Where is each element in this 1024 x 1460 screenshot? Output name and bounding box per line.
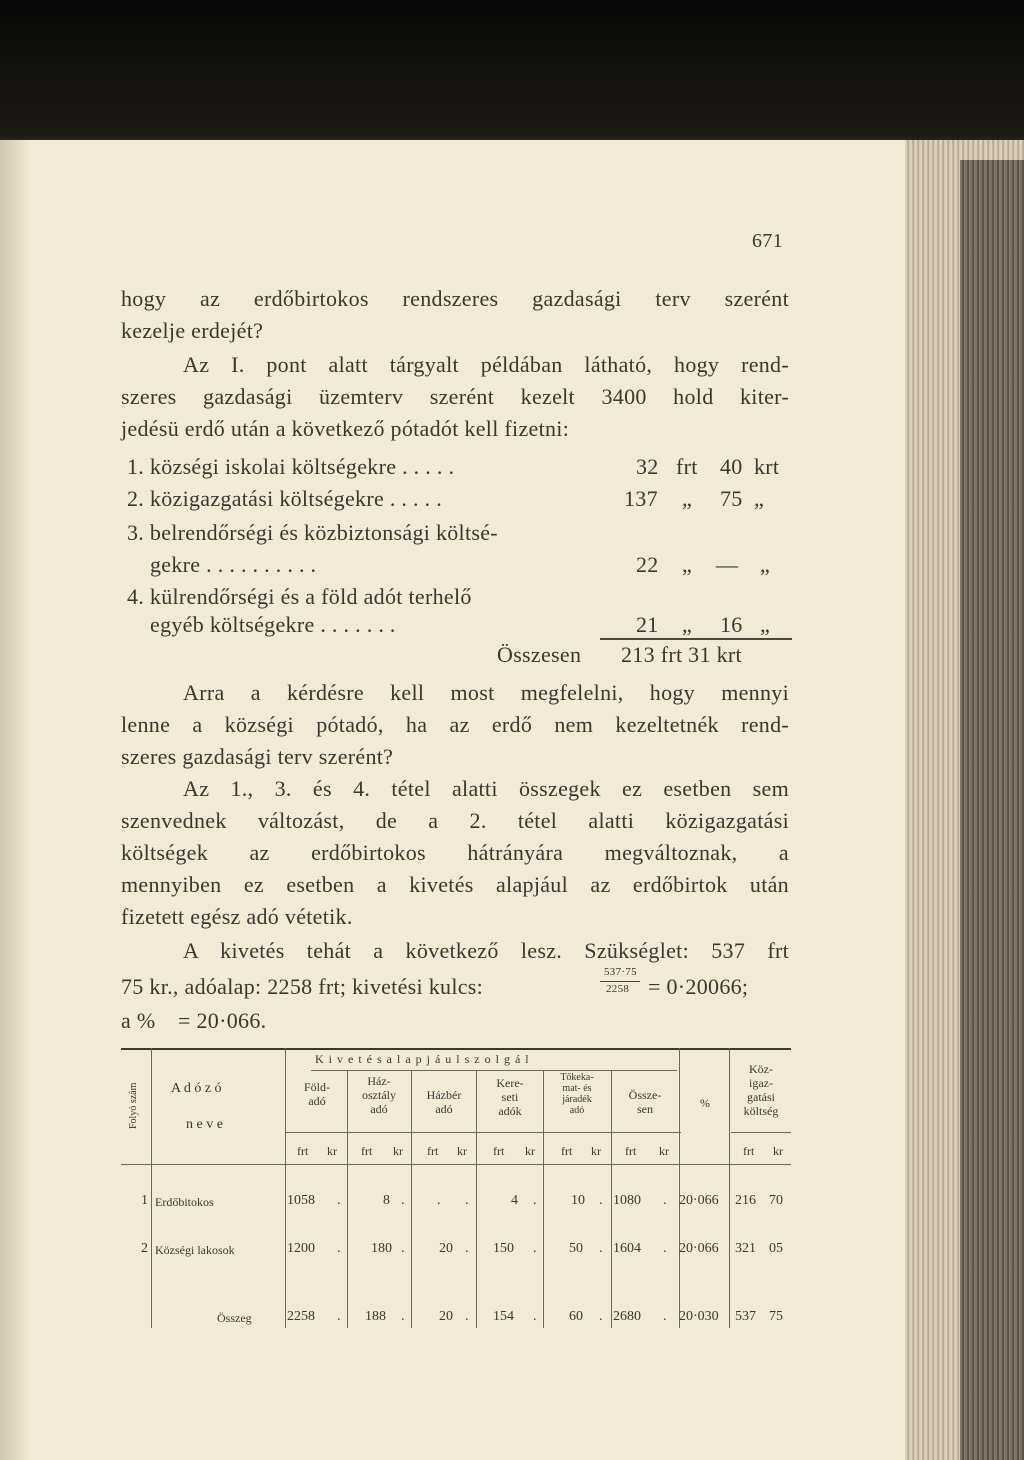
cell: . [533,1193,537,1208]
text-line: szenvednek változást, de a 2. tétel alatti közigazgatási [121,808,789,833]
sum-cell: 2680 [613,1309,641,1324]
fraction-bar [600,981,640,982]
col-line [411,1070,412,1328]
cell: . [401,1193,405,1208]
row-number: 1 [141,1193,148,1208]
header-percent: % [700,1096,710,1110]
item-frt: 21 [636,612,659,637]
sum-cell: 60 [569,1309,583,1324]
col-line [729,1048,730,1328]
unit-kr: kr [525,1144,535,1158]
cell: . [337,1193,341,1208]
header-osszesen: Össze- sen [628,1088,662,1116]
cell: 70 [769,1193,783,1208]
cell: 50 [569,1241,583,1256]
sum-cell: . [401,1309,405,1324]
cell-percent: 20·066 [679,1241,719,1256]
sum-rule [600,638,792,640]
cell: 1604 [613,1241,641,1256]
text-line: A kivetés tehát a következő lesz. Szükséglet: 537 frt [183,938,789,963]
total-label: Összesen [497,642,582,667]
header-foldado: Föld- adó [303,1080,330,1108]
sum-label: Összeg [217,1311,252,1325]
sum-percent: 20·030 [679,1309,719,1324]
header-kereseti: Kere- seti adók [496,1076,524,1118]
item-unit: „ [760,552,771,577]
cell: . [401,1241,405,1256]
cell: 20 [439,1241,453,1256]
sum-cell: 154 [493,1309,514,1324]
header-neve: n e v e [186,1117,223,1132]
text-line: jedésü erdő után a következő pótadót kell fizetni: [121,416,570,441]
row-name: Községi lakosok [155,1243,235,1257]
sum-cell: 20 [439,1309,453,1324]
sum-cell: 537 [735,1309,756,1324]
item-frt: 137 [624,486,658,511]
item-kr: — [716,552,739,577]
text-line: mennyiben ez esetben a kivetés alapjául az erdőbirtok után [121,872,789,897]
unit-row-rule [285,1132,681,1133]
cell: 4 [511,1193,518,1208]
cell: . [465,1193,469,1208]
unit-kr: kr [591,1144,601,1158]
cell: . [465,1241,469,1256]
col-line [679,1048,680,1328]
text-line: 75 kr., adóalap: 2258 frt; kivetési kulcs: [121,974,484,999]
unit-frt: frt [361,1144,373,1158]
cell: 150 [493,1241,514,1256]
cell: . [663,1193,667,1208]
item-label: egyéb költségekre . . . . . . . [150,612,396,637]
col-line [611,1070,612,1328]
text-line: szeres gazdasági terv szerént? [121,744,394,769]
item-label: 2. közigazgatási költségekre . . . . . [127,486,443,511]
group-header-rule [311,1070,677,1071]
item-unit: „ [682,486,693,511]
book-cover-edge [960,160,1024,1460]
unit-kr: kr [393,1144,403,1158]
unit-frt: frt [743,1144,755,1158]
item-label: 1. községi iskolai költségekre . . . . . [127,454,455,479]
cell: . [337,1241,341,1256]
sum-cell: . [533,1309,537,1324]
text-line: költségek az erdőbirtokos hátrányára megváltoznak, a [121,840,789,865]
header-folyo-szam: Folyó szám [128,1082,139,1130]
text-line: kezelje erdejét? [121,318,264,343]
item-unit: „ [682,612,693,637]
unit-kr: kr [773,1144,783,1158]
header-hazosztaly: Ház- osztály adó [362,1074,396,1116]
cell: . [599,1193,603,1208]
sum-cell: . [337,1309,341,1324]
text-line: szeres gazdasági üzemterv szerént kezelt 3400 hold kiter- [121,384,789,409]
cell: . [663,1241,667,1256]
text-line: a % [121,1008,156,1033]
text-line: = 0·20066; [648,974,749,999]
item-unit: „ [760,612,771,637]
text-line: hogy az erdőbirtokos rendszeres gazdasági terv szerént [121,286,789,311]
unit-kr: kr [327,1144,337,1158]
item-label: 4. külrendőrségi és a föld adót terhelő [127,584,472,609]
fraction-denominator: 2258 [606,983,630,995]
item-label: gekre . . . . . . . . . . [150,552,317,577]
sum-cell: . [599,1309,603,1324]
sum-cell: 75 [769,1309,783,1324]
cell: 05 [769,1241,783,1256]
cell: 10 [571,1193,585,1208]
cell: . [599,1241,603,1256]
item-kr: 40 [720,454,743,479]
cell: 1058 [287,1193,315,1208]
cell-percent: 20·066 [679,1193,719,1208]
cell: 1080 [613,1193,641,1208]
sum-cell: . [663,1309,667,1324]
col-line [476,1070,477,1328]
unit-row-rule [731,1132,791,1133]
unit-kr: kr [659,1144,669,1158]
unit-frt: frt [297,1144,309,1158]
item-label: 3. belrendőrségi és közbiztonsági költsé- [127,520,498,545]
cell: 321 [735,1241,756,1256]
book-shadow [0,0,1024,150]
sum-cell: . [465,1309,469,1324]
unit-frt: frt [561,1144,573,1158]
text-line: fizetett egész adó vétetik. [121,904,353,929]
header-kozigazgatasi: Köz- igaz- gatási költség [743,1062,779,1118]
item-unit: „ [682,552,693,577]
text-line: lenne a községi pótadó, ha az erdő nem kezeltetnék rend- [121,712,789,737]
text-line: = 20·066. [178,1008,267,1033]
unit-frt: frt [427,1144,439,1158]
item-unit: frt [676,454,698,479]
col-line [285,1048,286,1328]
header-adozo: A d ó z ó [171,1081,222,1096]
row-number: 2 [141,1241,148,1256]
cell: 180 [371,1241,392,1256]
text-line: Az 1., 3. és 4. tétel alatti összegek ez esetben sem [183,776,789,801]
item-unit: krt [754,454,780,479]
unit-frt: frt [625,1144,637,1158]
group-header: K i v e t é s a l a p j á u l s z o l g á l [315,1052,530,1066]
text-line: Arra a kérdésre kell most megfelelni, hogy mennyi [183,680,789,705]
table-top-rule [121,1048,791,1050]
item-unit: „ [754,486,765,511]
col-line [543,1070,544,1328]
item-kr: 75 [720,486,743,511]
sum-cell: 188 [365,1309,386,1324]
page-gutter [0,140,30,1460]
cell: 216 [735,1193,756,1208]
text-line: Az I. pont alatt tárgyalt példában látható, hogy rend- [183,352,789,377]
header-tokekamat: Tőkeka- mat- és járadék adó [560,1072,594,1116]
page-number: 671 [752,230,783,252]
unit-frt: frt [493,1144,505,1158]
header-hazber: Házbér adó [426,1088,462,1116]
col-line [347,1070,348,1328]
cell: 1200 [287,1241,315,1256]
cell: . [437,1193,441,1208]
sum-cell: 2258 [287,1309,315,1324]
col-line [151,1048,152,1328]
total-value: 213 frt 31 krt [621,642,742,667]
fraction-numerator: 537·75 [604,966,637,978]
table-header-rule [121,1164,791,1165]
cell: . [533,1241,537,1256]
tax-table [121,1048,791,1328]
cell: 8 [383,1193,390,1208]
item-frt: 32 [636,454,659,479]
unit-kr: kr [457,1144,467,1158]
item-frt: 22 [636,552,659,577]
row-name: Erdőbitokos [155,1195,214,1209]
item-kr: 16 [720,612,743,637]
